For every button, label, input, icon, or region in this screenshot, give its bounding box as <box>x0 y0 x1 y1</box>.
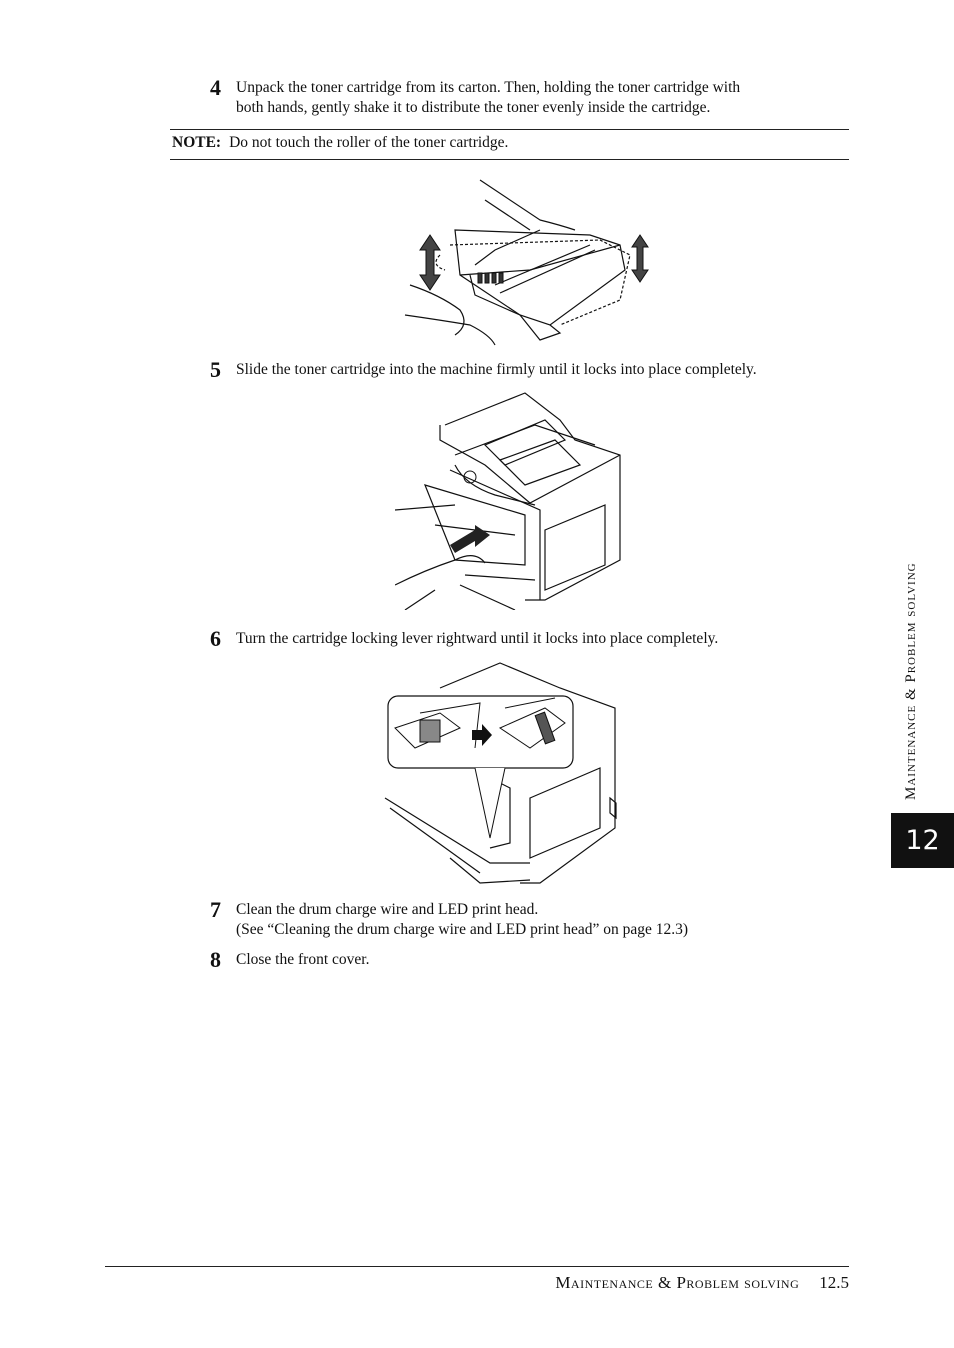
note-top-rule <box>170 129 849 130</box>
footer-section: Maintenance & Problem solving <box>555 1273 800 1292</box>
step-number: 7 <box>210 897 221 922</box>
step-text: Close the front cover. <box>236 951 370 968</box>
toner-shake-illustration <box>400 175 670 350</box>
step-text: Clean the drum charge wire and LED print head. (See “Cleaning the drum charge wire and LED print head” on page 12.3) <box>236 901 689 938</box>
note <box>172 134 508 152</box>
step-number: 5 <box>210 357 221 382</box>
insert-cartridge-illustration <box>395 385 630 610</box>
step-number: 8 <box>210 947 221 972</box>
step-text: Slide the toner cartridge into the machine firmly until it locks into place completely. <box>236 361 757 378</box>
note-label: NOTE: <box>172 134 222 151</box>
step-number: 4 <box>210 75 221 100</box>
footer-rule <box>105 1266 849 1267</box>
step-text: Unpack the toner cartridge from its carton. Then, holding the toner cartridge with both hands, gently shake it to distribute the toner evenly inside the cartridge. <box>236 79 741 116</box>
page-number: 12.5 <box>819 1273 849 1292</box>
side-section-label: Maintenance & Problem solving <box>903 562 919 800</box>
locking-lever-illustration <box>380 658 625 888</box>
note-text: Do not touch the roller of the toner cartridge. <box>229 134 509 151</box>
note-bottom-rule <box>170 159 849 160</box>
chapter-tab: 12 <box>891 813 954 868</box>
step-number: 6 <box>210 626 221 651</box>
footer <box>555 1273 849 1293</box>
step-text: Turn the cartridge locking lever rightward until it locks into place completely. <box>236 630 719 647</box>
